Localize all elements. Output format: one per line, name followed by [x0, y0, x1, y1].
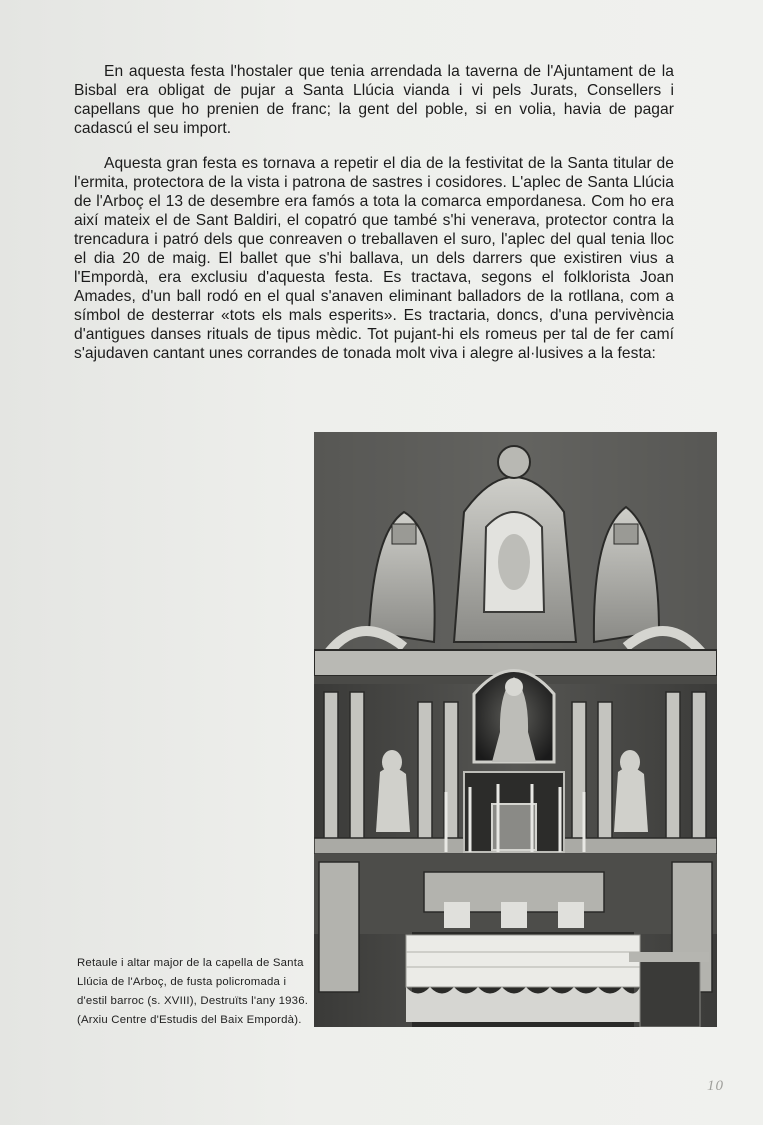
figure-caption: Retaule i altar major de la capella de Santa Llúcia de l'Arboç, de fusta policromada i d'estil barroc (s. XVIII), Destruïts l'any 1936. (Arxiu Centre d'Estudis del Baix Empordà).	[77, 957, 309, 1026]
body-paragraph-2: Aquesta gran festa es tornava a repetir el dia de la festivitat de la Santa titular de l'ermita, protectora de la vista i patrona de sastres i cosidores. L'aplec de Santa Llúcia de l'Arboç el 13 de desembre era famós a tota la comarca empordanesa. Com ho era així mateix el de Sant Baldiri, el copatró que també s'hi venerava, protector contra la trencadura i patró dels que conreaven o treballaven el suro, l'aplec del qual tenia lloc el dia 20 de maig. El ballet que s'hi ballava, un dels darrers que existiren vius a l'Empordà, era exclusiu d'aquesta festa. Es tractava, segons el folklorista Joan Amades, d'un ball rodó en el qual s'anaven eliminant balladors de la rotllana, com a símbol de desterrar «tots els mals esperits». Es tractaria, doncs, d'una pervivència d'antigues danses rituals de tipus mèdic. Tot pujant-hi els romeus per tal de fer camí s'ajudaven cantant unes corrandes de tonada molt viva i alegre al·lusives a la festa:	[74, 155, 674, 362]
body-paragraph-1: En aquesta festa l'hostaler que tenia arrendada la taverna de l'Ajuntament de la Bisbal era obligat de pujar a Santa Llúcia vianda i vi pels Jurats, Consellers i capellans que ho prenien de franc; la gent del poble, si en volia, havia de pagar cadascú el seu import.	[74, 63, 674, 137]
page-number: 10	[707, 1078, 724, 1094]
altarpiece-photo	[314, 432, 717, 1027]
